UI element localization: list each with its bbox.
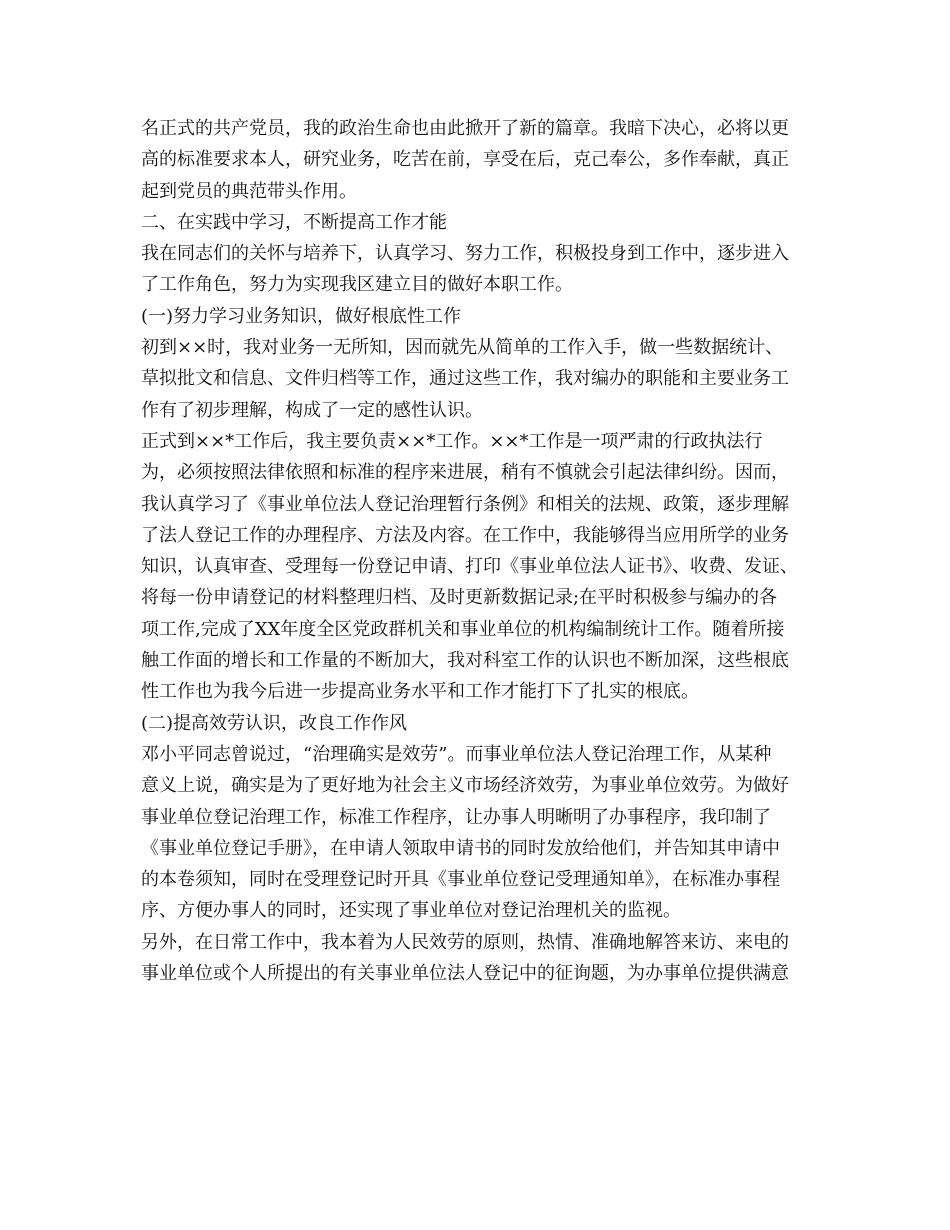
paragraph-line: 性工作也为我今后进一步提高业务水平和工作才能打下了扎实的根底。 <box>141 681 699 703</box>
paragraph-line: 邓小平同志曾说过，“治理确实是效劳”。而事业单位法人登记治理工作，从某种 <box>141 743 772 765</box>
subsection-heading: (二)提高效劳认识，改良工作作风 <box>141 712 408 734</box>
paragraph-line: 事业单位或个人所提出的有关事业单位法人登记中的征询题，为办事单位提供满意 <box>141 963 789 985</box>
document-body <box>141 113 831 989</box>
paragraph-line: 项工作,完成了XX年度全区党政群机关和事业单位的机构编制统计工作。随着所接 <box>141 618 785 640</box>
paragraph-line: 触工作面的增长和工作量的不断加大，我对科室工作的认识也不断加深，这些根底 <box>141 650 789 672</box>
section-heading: 二、在实践中学习，不断提高工作才能 <box>141 211 447 233</box>
paragraph-line: 了法人登记工作的办理程序、方法及内容。在工作中，我能够得当应用所学的业务 <box>141 524 789 546</box>
paragraph-line: 我认真学习了《事业单位法人登记治理暂行条例》和相关的法规、政策，逐步理解 <box>141 493 789 515</box>
paragraph-line: 初到××时，我对业务一无所知，因而就先从简单的工作入手，做一些数据统计、 <box>141 337 784 359</box>
paragraph-line: 起到党员的典范带头作用。 <box>141 180 357 202</box>
paragraph-line: 正式到××*工作后，我主要负责××*工作。××*工作是一项严肃的行政执法行 <box>141 430 763 452</box>
paragraph-line: 另外，在日常工作中，我本着为人民效劳的原则，热情、准确地解答来访、来电的 <box>141 931 789 953</box>
paragraph-line: 了工作角色，努力为实现我区建立目的做好本职工作。 <box>141 274 573 296</box>
subsection-heading: (一)努力学习业务知识，做好根底性工作 <box>141 305 462 327</box>
paragraph-line: 名正式的共产党员，我的政治生命也由此掀开了新的篇章。我暗下决心，必将以更 <box>141 118 789 139</box>
paragraph-line: 知识，认真审查、受理每一份登记申请、打印《事业单位法人证书》、收费、发证、 <box>141 556 798 578</box>
paragraph-line: 将每一份申请登记的材料整理归档、及时更新数据记录;在平时积极参与编办的各 <box>141 587 778 609</box>
paragraph-line: 的本卷须知，同时在受理登记时开具《事业单位登记受理通知单》，在标准办事程 <box>141 869 780 891</box>
paragraph-line: 草拟批文和信息、文件归档等工作，通过这些工作，我对编办的职能和主要业务工 <box>141 368 789 390</box>
paragraph-line: 高的标准要求本人，研究业务，吃苦在前，享受在后，克己奉公，多作奉献，真正 <box>141 149 789 171</box>
paragraph-line: 序、方便办事人的同时，还实现了事业单位对登记治理机关的监视。 <box>141 900 681 922</box>
paragraph-line: 作有了初步理解，构成了一定的感性认识。 <box>141 399 483 421</box>
paragraph-line: 意义上说，确实是为了更好地为社会主义市场经济效劳，为事业单位效劳。为做好 <box>141 775 789 797</box>
paragraph-line: 事业单位登记治理工作，标准工作程序，让办事人明晰明了办事程序，我印制了 <box>141 806 771 828</box>
paragraph-line: 《事业单位登记手册》，在申请人领取申请书的同时发放给他们，并告知其申请中 <box>141 837 780 859</box>
paragraph-line: 我在同志们的关怀与培养下，认真学习、努力工作，积极投身到工作中，逐步进入 <box>141 243 789 265</box>
paragraph-line: 为，必须按照法律依照和标准的程序来进展，稍有不慎就会引起法律纠纷。因而， <box>141 462 789 484</box>
